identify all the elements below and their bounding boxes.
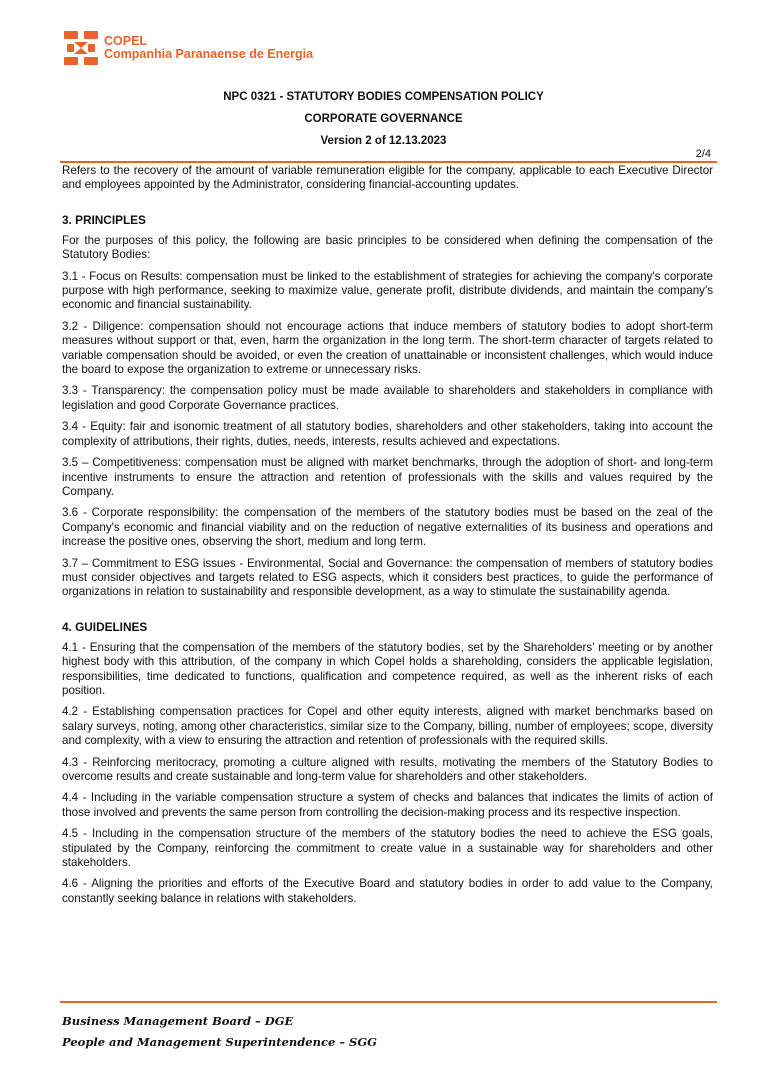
principles-lead: For the purposes of this policy, the following are basic principles to be considered when defining the compensation of the Statutory Bodies: [62,233,713,262]
guidelines-heading: 4. GUIDELINES [62,619,148,634]
principle-item: 3.4 - Equity: fair and isonomic treatment of all statutory bodies, shareholders and other stakeholders, taking into account the complexity of attributions, their rights, duties, needs, interests, results achieved and expectations. [62,420,713,448]
footer-line-board: Business Management Board – DGE [62,1014,294,1028]
intro-paragraph: Refers to the recovery of the amount of variable remuneration eligible for the company, applicable to each Executive Director and employees appointed by the Administrator, considering financial-accounting updates. [62,164,713,192]
logo-text [104,35,313,61]
document-version: Version 2 of 12.13.2023 [320,135,447,147]
document-title: NPC 0321 - STATUTORY BODIES COMPENSATION POLICY [223,91,544,103]
principle-item: 3.1 - Focus on Results: compensation must be linked to the establishment of strategies for achieving the company's corporate purpose with high performance, seeking to maximize value, generate profit, distribute dividends, and maintain the company's economic and financial sustainability. [62,269,713,312]
footer-divider [60,1001,717,1003]
principles-heading: 3. PRINCIPLES [62,212,146,227]
logo-brand: COPEL [104,34,148,48]
logo-company: Companhia Paranaense de Energia [104,47,314,61]
principle-item: 3.2 - Diligence: compensation should not encourage actions that induce members of statutory bodies to adopt short-term measures without support or that, even, harm the organization in the long term. The short-term character of targets related to variable compensation should be avoided, or even the creation of unattainable or inconsistent challenges, which would induce the board to expose the organization to extreme or unnecessary risks. [62,319,713,377]
company-logo [62,30,313,66]
guideline-item: 4.6 - Aligning the priorities and efforts of the Executive Board and statutory bodies in order to add value to the Company, constantly seeking balance in relations with stakeholders. [62,877,713,905]
principle-item: 3.7 – Commitment to ESG issues - Environmental, Social and Governance: the compensation of members of statutory bodies must consider objectives and targets related to ESG aspects, which it considers best practices, to guide the performance of organizations in relation to sustainability and responsible development, as a way to stimulate the sustainability agenda. [62,556,713,599]
copel-logo-icon [62,30,100,66]
guideline-item: 4.1 - Ensuring that the compensation of the members of the statutory bodies, set by the Shareholders’ meeting or by another highest body with this attribution, of the company in which Copel holds a shareholding, considers the applicable legislation, responsibilities, time dedicated to functions, qualification and competence required, as well as the inherent risks of each position. [62,640,713,697]
guideline-item: 4.5 - Including in the compensation structure of the members of the statutory bodies the need to achieve the ESG goals, stipulated by the Company, reinforcing the commitment to create value in a sustainable way for shareholders and other stakeholders. [62,827,713,870]
guideline-item: 4.2 - Establishing compensation practices for Copel and other equity interests, aligned with market benchmarks based on salary surveys, noting, among other characteristics, similar size to the Company, billing, number of employees; scope, diversity and complexity, with a view to ensuring the attraction and retention of professionals with the required skills. [62,705,713,748]
guideline-item: 4.4 - Including in the variable compensation structure a system of checks and balances that indicates the limits of action of those involved and prevents the same person from controlling the decision-making process and its respective inspection. [62,791,713,819]
principle-item: 3.6 - Corporate responsibility: the compensation of the members of the statutory bodies must be based on the zeal of the Company's economic and financial viability and on the reduction of negative externalities of its business and operations and increase the positive ones, observing the short, medium and long term. [62,506,713,549]
principle-item: 3.5 – Competitiveness: compensation must be aligned with market benchmarks, through the adoption of short- and long-term incentive instruments to ensure the attraction and retention of professionals with the skills and values required by the Company. [62,456,713,498]
page-number: 2/4 [695,148,711,160]
footer-line-superintendence: People and Management Superintendence – SGG [62,1035,377,1049]
guideline-item: 4.3 - Reinforcing meritocracy, promoting a culture aligned with results, motivating the members of the Statutory Bodies to overcome results and create sustainable and long-term value for shareholders and other stakeholders. [62,755,713,783]
document-subtitle: CORPORATE GOVERNANCE [304,113,463,125]
principle-item: 3.3 - Transparency: the compensation policy must be made available to shareholders and stakeholders in compliance with legislation and good Corporate Governance practices. [62,384,713,412]
header-divider [60,161,717,163]
document-body [62,164,713,913]
